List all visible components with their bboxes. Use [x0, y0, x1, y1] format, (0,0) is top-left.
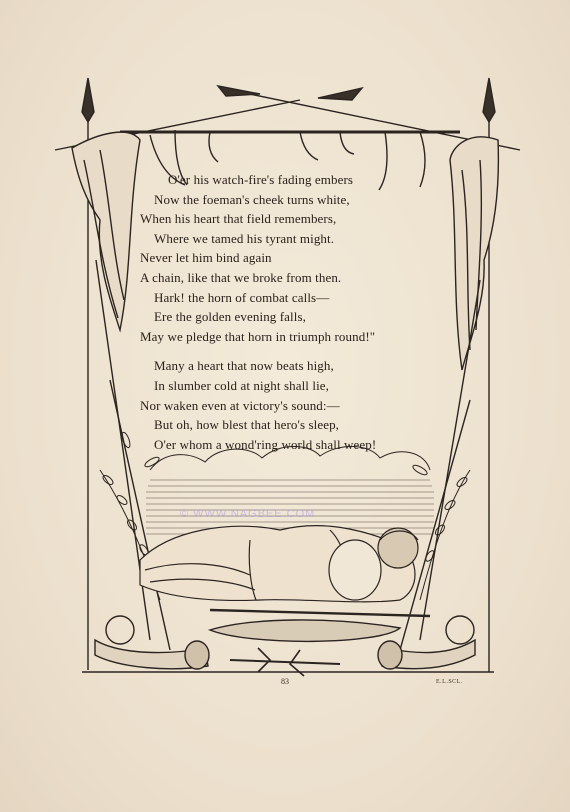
poem-line: When his heart that field remembers, — [140, 211, 337, 227]
poem-line: Where we tamed his tyrant might. — [154, 230, 335, 246]
poem-line: May we pledge that horn in triumph round!" — [140, 328, 376, 344]
poem-line: Nor waken even at victory's sound:— — [140, 397, 340, 413]
poem-line: Never let him bind again — [140, 250, 272, 266]
poem-line: Ere the golden evening falls, — [154, 309, 306, 325]
left-spear-tip — [82, 78, 94, 122]
sword — [210, 610, 430, 616]
poem-line: A chain, like that we broke from then. — [140, 269, 342, 285]
shield — [210, 620, 400, 641]
stanza-1 — [140, 170, 460, 346]
poem-line: Now the foeman's cheek turns white, — [154, 191, 350, 207]
poem — [140, 170, 460, 464]
stanza-2 — [140, 356, 460, 454]
page-number: 83 — [281, 677, 289, 686]
poem-line: Many a heart that now beats high, — [154, 358, 334, 374]
poem-line: O'er his watch-fire's fading embers — [168, 172, 354, 187]
engraver-signature: E.L.SCL. — [436, 679, 463, 685]
left-banner — [72, 132, 140, 330]
watermark: © WWW.NAGBEE.COM — [180, 508, 316, 520]
poem-line: But oh, how blest that hero's sleep, — [154, 417, 340, 433]
poem-line: In slumber cold at night shall lie, — [154, 377, 329, 393]
fallen-warrior — [140, 526, 418, 602]
poem-line: O'er whom a wond'ring world shall weep! — [154, 436, 377, 452]
poem-line: Hark! the horn of combat calls— — [154, 289, 330, 305]
right-spear-tip — [483, 78, 495, 122]
